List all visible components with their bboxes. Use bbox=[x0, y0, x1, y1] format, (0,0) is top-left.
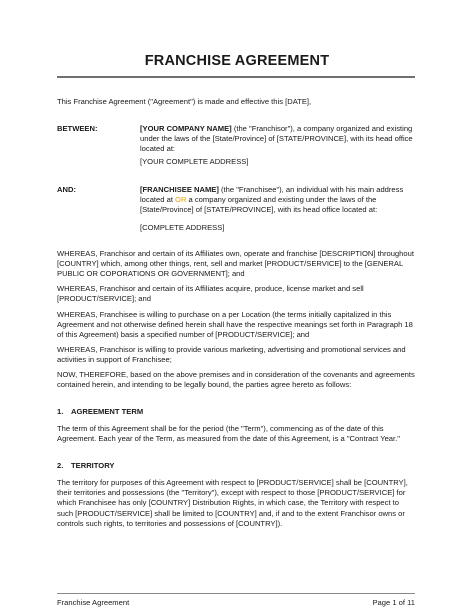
title-divider bbox=[57, 76, 415, 78]
whereas-paragraph-4: WHEREAS, Franchisor is willing to provide various marketing, advertising and promotional services and activities in support of Franchisee; bbox=[57, 345, 406, 365]
between-label: BETWEEN: bbox=[57, 124, 98, 133]
franchisee-address: [COMPLETE ADDRESS] bbox=[140, 223, 225, 232]
whereas-paragraph-2: WHEREAS, Franchisor and certain of its Affiliates acquire, produce, license market and sell [PRODUCT/SERVICE]; and bbox=[57, 284, 364, 304]
document-title: FRANCHISE AGREEMENT bbox=[144, 53, 330, 69]
page-number: Page 1 of 11 bbox=[372, 598, 415, 607]
and-party-text bbox=[140, 185, 415, 216]
section-1-number: 1. bbox=[57, 407, 64, 416]
section-2-body: The territory for purposes of this Agreement with respect to [PRODUCT/SERVICE] shall be [COUNTRY], their territories and possessions (the "Territory"), except with respect to those [PRODUCT/SERVICE] for which Franchisee has only [COUNTRY] Distribution Rights, in which case, the Territory with respect to such [PRODUCT/SERVICE] shall be limited to [COUNTRY] and, if and to the extent Franchisor owns or controls such rights, to territories and possessions of [COUNTRY]). bbox=[57, 478, 408, 528]
and-label: AND: bbox=[57, 185, 76, 194]
franchisee-name: [FRANCHISEE NAME] bbox=[140, 185, 219, 194]
franchisee-description-b: a company organized and existing under the laws of the [State/Province] of [STATE/PROVINCE], with its head office located at: bbox=[140, 195, 378, 215]
intro-paragraph: This Franchise Agreement ("Agreement") is made and effective this [DATE], bbox=[57, 97, 312, 106]
between-party-text bbox=[140, 124, 415, 155]
now-therefore-paragraph: NOW, THEREFORE, based on the above premises and in consideration of the covenants and agreements contained herein, and intending to be legally bound, the parties agree hereto as follows: bbox=[57, 370, 415, 390]
whereas-paragraph-3: WHEREAS, Franchisee is willing to purchase on a per Location (the terms initially capitalized in this Agreement and not otherwise defined herein shall have the respective meanings set forth in Paragraph 18 of this Agreement) basis a specified number of [PRODUCT/SERVICE]; and bbox=[57, 310, 413, 340]
or-highlight: OR bbox=[175, 195, 187, 205]
footer-divider bbox=[57, 593, 415, 594]
section-2-number: 2. bbox=[57, 461, 64, 470]
section-1-body: The term of this Agreement shall be for the period (the "Term"), commencing as of the date of this Agreement. Each year of the Term, as measured from the date of this Agreement, is a "Contract Year." bbox=[57, 424, 400, 444]
franchisee-description-a: (the "Franchisee"), an individual with his main address located at bbox=[140, 185, 404, 205]
whereas-paragraph-1: WHEREAS, Franchisor and certain of its Affiliates own, operate and franchise [DESCRIPTION] throughout [COUNTRY] which, among other things, rent, sell and market [PRODUCT/SERVICE] to the [GENERAL PUBLIC OR COPORATIONS OR GOVERNMENT]; and bbox=[57, 249, 414, 279]
franchisor-description: (the "Franchisor"), a company organized and existing under the laws of the [State/Province] of [STATE/PROVINCE], with its head office located at: bbox=[140, 124, 413, 154]
footer-title: Franchise Agreement bbox=[57, 598, 130, 607]
section-1-title: AGREEMENT TERM bbox=[71, 407, 144, 416]
section-2-title: TERRITORY bbox=[71, 461, 115, 470]
franchisor-name: [YOUR COMPANY NAME] bbox=[140, 124, 232, 133]
section-2-heading bbox=[57, 461, 114, 471]
section-1-heading bbox=[57, 407, 143, 417]
franchisor-address: [YOUR COMPLETE ADDRESS] bbox=[140, 157, 249, 166]
